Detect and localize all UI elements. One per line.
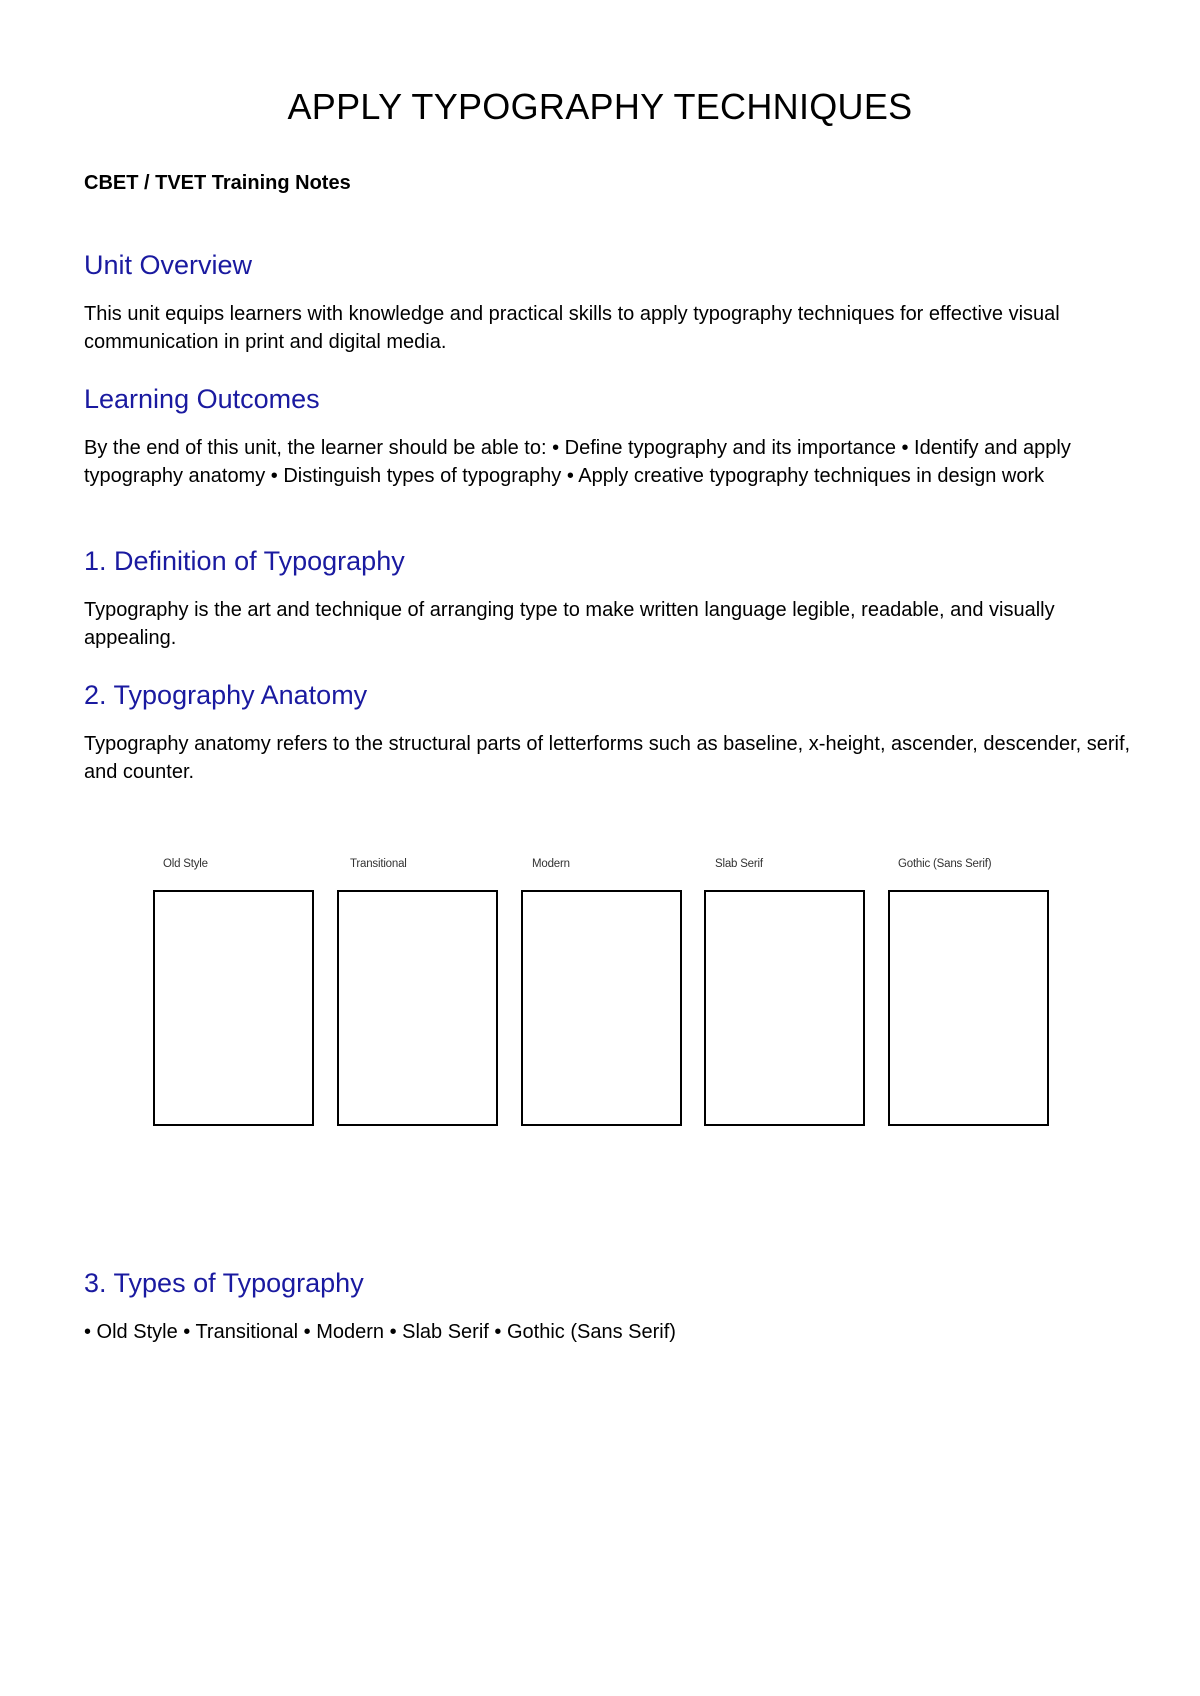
page-title: APPLY TYPOGRAPHY TECHNIQUES: [287, 86, 913, 127]
document-subtitle: CBET / TVET Training Notes: [84, 172, 351, 194]
figure-label-old-style: Old Style: [163, 858, 208, 870]
heading-definition: 1. Definition of Typography: [84, 546, 405, 576]
figure-label-gothic: Gothic (Sans Serif): [898, 858, 992, 870]
figure-label-transitional: Transitional: [350, 858, 407, 870]
figure-box-transitional: [337, 890, 498, 1126]
heading-learning-outcomes: Learning Outcomes: [84, 384, 320, 414]
figure-box-modern: [521, 890, 682, 1126]
paragraph-learning-outcomes: By the end of this unit, the learner should be able to: • Define typography and its importance • Identify and apply typography anatomy • Distinguish types of typography • Apply creative typography techniques in design work: [84, 437, 1071, 487]
heading-unit-overview: Unit Overview: [84, 250, 253, 280]
figure-box-old-style: [153, 890, 314, 1126]
heading-anatomy: 2. Typography Anatomy: [84, 680, 368, 710]
heading-types: 3. Types of Typography: [84, 1268, 364, 1298]
figure-label-slab-serif: Slab Serif: [715, 858, 763, 870]
figure-box-slab-serif: [704, 890, 865, 1126]
paragraph-types: • Old Style • Transitional • Modern • Slab Serif • Gothic (Sans Serif): [84, 1321, 676, 1343]
figure-box-gothic: [888, 890, 1049, 1126]
paragraph-unit-overview: This unit equips learners with knowledge and practical skills to apply typography techniques for effective visual communication in print and digital media.: [84, 303, 1060, 353]
paragraph-definition: Typography is the art and technique of arranging type to make written language legible, readable, and visually appealing.: [84, 599, 1055, 649]
paragraph-anatomy: Typography anatomy refers to the structural parts of letterforms such as baseline, x-height, ascender, descender, serif, and counter.: [84, 733, 1131, 783]
figure-label-modern: Modern: [532, 858, 570, 870]
